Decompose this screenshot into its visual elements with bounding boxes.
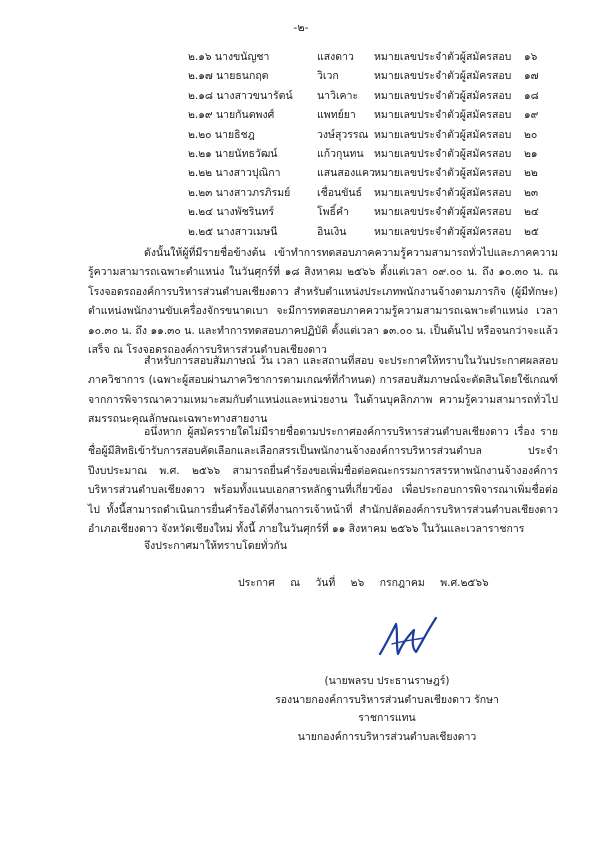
candidate-number-label: หมายเลขประจำตัวผู้สมัครสอบ — [374, 206, 512, 219]
candidate-name: ๒.๒๑ นายนัทธวัฒน์ — [188, 147, 278, 160]
signer-name: (นายพลรบ ประธานราษฎร์) — [324, 675, 450, 687]
candidate-number: ๒๑ — [524, 147, 538, 160]
candidate-number-label: หมายเลขประจำตัวผู้สมัครสอบ — [374, 128, 512, 141]
candidate-number-label: หมายเลขประจำตัวผู้สมัครสอบ — [374, 186, 512, 199]
candidate-number: ๒๔ — [524, 206, 539, 219]
candidate-surname: แพทย์ยา — [317, 109, 356, 122]
signer-block — [262, 672, 512, 746]
candidate-number: ๒๐ — [524, 128, 538, 141]
signature-icon — [372, 614, 442, 662]
candidate-surname: โพธิ์คำ — [317, 206, 349, 219]
candidate-surname: แก้วกุนทน — [317, 147, 364, 160]
signer-office: นายกองค์การบริหารส่วนตำบลเชียงดาว — [297, 730, 477, 743]
candidate-name: ๒.๑๙ นายกันตพงศ์ — [188, 109, 275, 122]
candidate-number-label: หมายเลขประจำตัวผู้สมัครสอบ — [374, 70, 512, 83]
candidate-number-label: หมายเลขประจำตัวผู้สมัครสอบ — [374, 51, 512, 63]
exam-schedule-paragraph: ดังนั้นให้ผู้ที่มีรายชื่อข้างต้น เข้าทำการทดสอบภาคความรู้ความสามารถทั่วไปและภาคความรู้ความสามารถเฉพาะตำแหน่ง ในวันศุกร์ที่ ๑๘ สิงหาคม ๒๕๖๖ ตั้งแต่เวลา ๐๙.๐๐ น. ถึง ๑๐.๓๐ น. ณ โรงจอดรถองค์การบริหารส่วนตำบลเชียงดาว สำหรับตำแหน่งประเภทพนักงานจ้างตามภารกิจ (ผู้มีทักษะ) ตำแหน่งพนักงานขับเครื่องจักรขนาดเบา จะมีการทดสอบภาคความรู้ความสามารถเฉพาะตำแหน่ง เวลา ๑๐.๓๐ น. ถึง ๑๑.๓๐ น. และทำการทดสอบภาคปฏิบัติ ตั้งแต่เวลา ๑๓.๐๐ น. เป็นต้นไป หรือจนกว่าจะแล้วเสร็จ ณ โรงจอดรถองค์การบริหารส่วนตำบลเชียงดาว — [88, 247, 558, 357]
candidate-name: ๒.๑๗ นายธนกฤต — [188, 70, 269, 83]
candidate-number: ๑๙ — [524, 109, 539, 122]
candidate-surname: วิเวก — [317, 70, 339, 83]
petition-paragraph: อนึ่งหาก ผู้สมัครรายใดไม่มีรายชื่อตามประกาศองค์การบริหารส่วนตำบลเชียงดาว เรื่อง รายชื่อผู้มีสิทธิเข้ารับการสอบคัดเลือกและเลือกสรรเป็นพนักงานจ้างองค์การบริหารส่วนตำบล ประจำปีงบประมาณ พ.ศ. ๒๕๖๖ สามารถยื่นคำร้องขอเพิ่มชื่อต่อคณะกรรมการสรรหาพนักงานจ้างองค์การบริหารส่วนตำบลเชียงดาว พร้อมทั้งแนบเอกสารหลักฐานที่เกี่ยวข้อง เพื่อประกอบการพิจารณาเพิ่มชื่อต่อไป ทั้งนี้สามารถดำเนินการยื่นคำร้องได้ที่งานการเจ้าหน้าที่ สำนักปลัดองค์การบริหารส่วนตำบลเชียงดาว อำเภอเชียงดาว จังหวัดเชียงใหม่ ทั้งนี้ ภายในวันศุกร์ที่ ๑๑ สิงหาคม ๒๕๖๖ ในวันและเวลาราชการ — [88, 426, 558, 536]
candidate-number-label: หมายเลขประจำตัวผู้สมัครสอบ — [374, 89, 512, 102]
interview-paragraph: สำหรับการสอบสัมภาษณ์ วัน เวลา และสถานที่สอบ จะประกาศให้ทราบในวันประกาศผลสอบภาควิชาการ (เฉพาะผู้สอบผ่านภาควิชาการตามเกณฑ์ที่กำหนด) การสอบสัมภาษณ์จะตัดสินโดยใช้เกณฑ์ จากการพิจารณาความเหมาะสมกับตำแหน่งและหน่วยงาน ในด้านบุคลิกภาพ ความรู้ความสามารถทั่วไป สมรรถนะคุณลักษณะเฉพาะทางสายงาน — [88, 355, 558, 426]
date-year: พ.ศ.๒๕๖๖ — [440, 577, 489, 589]
closing-statement: จึงประกาศมาให้ทราบโดยทั่วกัน — [144, 540, 288, 552]
candidate-name: ๒.๑๘ นางสาวขนารัตน์ — [188, 89, 293, 102]
candidate-name: ๒.๒๐ นายธิชฎ — [188, 128, 255, 141]
candidate-number: ๑๖ — [524, 51, 538, 63]
candidate-name: ๒.๒๓ นางสาวภรภิรมย์ — [188, 186, 291, 199]
candidate-number-label: หมายเลขประจำตัวผู้สมัครสอบ — [374, 109, 512, 122]
candidate-number: ๒๓ — [524, 186, 539, 199]
signer-position: รองนายกองค์การบริหารส่วนตำบลเชียงดาว รักษาราชการแทน — [275, 693, 499, 724]
page-number: -๒- — [293, 21, 309, 34]
candidate-number: ๒๕ — [524, 225, 539, 238]
date-prefix: ประกาศ — [238, 577, 275, 589]
candidate-surname: เชื่อนขันธ์ — [317, 186, 362, 199]
candidate-name: ๒.๒๔ นางพัชรินทร์ — [188, 206, 275, 219]
candidate-surname: อินเงิน — [317, 225, 347, 238]
date-day-label: วันที่ — [315, 577, 336, 589]
candidate-surname: วงษ์สุวรรณ — [317, 128, 369, 141]
candidate-name: ๒.๒๒ นางสาวปุณิกา — [188, 167, 281, 180]
candidate-number-label: หมายเลขประจำตัวผู้สมัครสอบ — [374, 225, 512, 238]
candidate-number: ๑๗ — [524, 70, 539, 83]
date-at: ณ — [290, 577, 300, 589]
candidate-number-label: หมายเลขประจำตัวผู้สมัครสอบ — [374, 147, 512, 160]
candidate-surname: แสงดาว — [317, 51, 354, 63]
candidate-name: ๒.๑๖ นางขนัญชา — [188, 51, 270, 63]
candidate-number: ๒๒ — [524, 167, 538, 180]
candidate-number: ๑๘ — [524, 89, 539, 102]
announcement-date — [238, 574, 501, 591]
date-day: ๒๖ — [350, 577, 365, 589]
candidate-surname: นาวิเคาะ — [317, 89, 359, 102]
date-month: กรกฎาคม — [379, 577, 425, 589]
candidate-surname: แสนสองแคว — [317, 167, 375, 180]
candidate-number-label: หมายเลขประจำตัวผู้สมัครสอบ — [374, 167, 512, 180]
candidate-name: ๒.๒๕ นางสาวเมษนี — [188, 225, 278, 238]
